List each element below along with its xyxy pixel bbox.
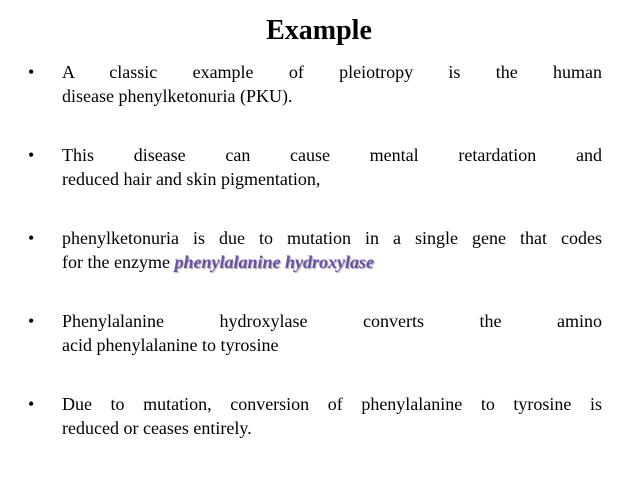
bullet-item [26,392,602,440]
bullet-text-line: Phenylalanine hydroxylase converts the amino [62,311,602,331]
bullet-item [26,143,602,191]
bullet-item [26,309,602,357]
bullet-text-line: for the enzyme [62,252,175,272]
bullet-text-line: A classic example of pleiotropy is the human [62,62,602,82]
bullet-dot-icon: • [28,311,35,331]
bullet-text-line: Due to mutation, conversion of phenylalanine to tyrosine is [62,394,602,414]
bullet-text-line: phenylketonuria is due to mutation in a single gene that codes [62,228,602,248]
bullet-item [26,226,602,274]
bullet-text-line: This disease can cause mental retardation and [62,145,602,165]
bullet-text-line: reduced hair and skin pigmentation, [62,169,321,189]
bullet-text-line: acid phenylalanine to tyrosine [62,335,279,355]
bullet-dot-icon: • [28,145,35,165]
bullet-dot-icon: • [28,62,35,82]
bullet-dot-icon: • [28,228,35,248]
bullet-list [26,60,602,440]
bullet-dot-icon: • [28,394,35,414]
bullet-text-line: reduced or ceases entirely. [62,418,252,438]
bullet-text-line: disease phenylketonuria (PKU). [62,86,293,106]
bullet-item [26,60,602,108]
enzyme-highlight: phenylalanine hydroxylase [174,252,374,272]
slide-title: Example [266,15,372,46]
